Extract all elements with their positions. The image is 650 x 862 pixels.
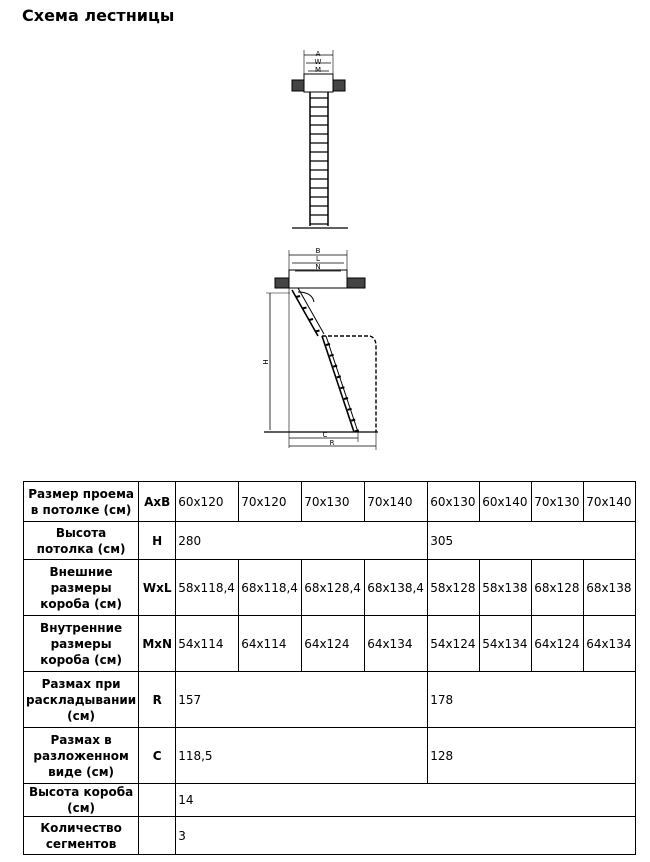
table-cell: 70x140 (365, 482, 428, 522)
row-symbol: R (139, 672, 176, 728)
row-label: Внутренние размеры короба (см) (24, 616, 139, 672)
table-row (24, 560, 636, 616)
ladder-rung (333, 366, 337, 367)
row-label: Количество сегментов (24, 817, 139, 855)
spec-table (23, 481, 636, 855)
table-cell: 70x140 (584, 482, 636, 522)
table-row (24, 784, 636, 817)
table-cell: 64x114 (239, 616, 302, 672)
row-symbol: H (139, 522, 176, 560)
row-symbol (139, 817, 176, 855)
ladder-rung (330, 355, 334, 356)
ladder-rung (309, 319, 313, 320)
table-cell: 54x124 (428, 616, 480, 672)
ladder-side-view (264, 250, 378, 450)
table-cell: 54x114 (176, 616, 239, 672)
ceiling-block-left (292, 80, 304, 91)
table-cell: 54x134 (480, 616, 532, 672)
table-cell: 68x128 (532, 560, 584, 616)
dim-label-r: R (329, 439, 335, 447)
dim-label-w: W (314, 58, 322, 66)
hatch-box (304, 74, 333, 92)
table-cell: 3 (176, 817, 636, 855)
table-cell: 178 (428, 672, 636, 728)
ladder-upper-segment (292, 290, 318, 336)
row-label: Размер проема в потолке (см) (24, 482, 139, 522)
ladder-front-view (292, 50, 348, 228)
table-cell: 68x118,4 (239, 560, 302, 616)
table-cell: 280 (176, 522, 428, 560)
table-row (24, 672, 636, 728)
dim-label-c: C (322, 431, 328, 439)
table-cell: 70x120 (239, 482, 302, 522)
dim-label-n: N (315, 263, 321, 271)
table-cell: 60x140 (480, 482, 532, 522)
row-symbol: WxL (139, 560, 176, 616)
ladder-rung (303, 308, 307, 309)
row-symbol: AxB (139, 482, 176, 522)
row-label: Размах при раскладывании (см) (24, 672, 139, 728)
table-row (24, 616, 636, 672)
table-cell: 70x130 (302, 482, 365, 522)
row-symbol: C (139, 728, 176, 784)
table-cell: 128 (428, 728, 636, 784)
dim-label-m: M (314, 66, 322, 74)
table-row (24, 522, 636, 560)
dim-label-l: L (316, 255, 320, 263)
table-row (24, 728, 636, 784)
table-cell: 64x124 (532, 616, 584, 672)
table-cell: 64x134 (365, 616, 428, 672)
ladder-rung (344, 398, 348, 399)
table-row (24, 482, 636, 522)
ladder-rung (351, 420, 355, 421)
row-symbol (139, 784, 176, 817)
ladder-rung (296, 296, 300, 297)
table-cell: 68x128,4 (302, 560, 365, 616)
table-cell: 157 (176, 672, 428, 728)
ladder-rung (316, 331, 320, 332)
dim-label-h: H (262, 359, 270, 365)
table-cell: 70x130 (532, 482, 584, 522)
table-cell: 58x138 (480, 560, 532, 616)
row-label: Высота короба (см) (24, 784, 139, 817)
row-label: Размах в разложенном виде (см) (24, 728, 139, 784)
ladder-rung (326, 344, 330, 345)
ladder-rung (337, 376, 341, 377)
table-cell: 58x118,4 (176, 560, 239, 616)
table-cell: 68x138 (584, 560, 636, 616)
page-title: Схема лестницы (22, 6, 175, 25)
table-cell: 60x120 (176, 482, 239, 522)
table-cell: 60x130 (428, 482, 480, 522)
table-cell: 14 (176, 784, 636, 817)
hatch-box-side (289, 270, 347, 288)
ceiling-block-right (333, 80, 345, 91)
table-cell: 118,5 (176, 728, 428, 784)
table-row (24, 817, 636, 855)
ladder-rung (340, 387, 344, 388)
table-cell: 58x128 (428, 560, 480, 616)
row-symbol: MxN (139, 616, 176, 672)
ladder-lower-segment (322, 336, 354, 432)
dim-label-a: A (315, 50, 321, 58)
dim-label-b: B (315, 247, 321, 255)
table-cell: 64x124 (302, 616, 365, 672)
ladder-rung (355, 430, 359, 431)
table-cell: 68x138,4 (365, 560, 428, 616)
ladder-rung (348, 409, 352, 410)
row-label: Высота потолка (см) (24, 522, 139, 560)
ceiling-block-left-side (275, 278, 289, 288)
row-label: Внешние размеры короба (см) (24, 560, 139, 616)
table-cell: 64x134 (584, 616, 636, 672)
ceiling-block-right-side (347, 278, 365, 288)
table-cell: 305 (428, 522, 636, 560)
